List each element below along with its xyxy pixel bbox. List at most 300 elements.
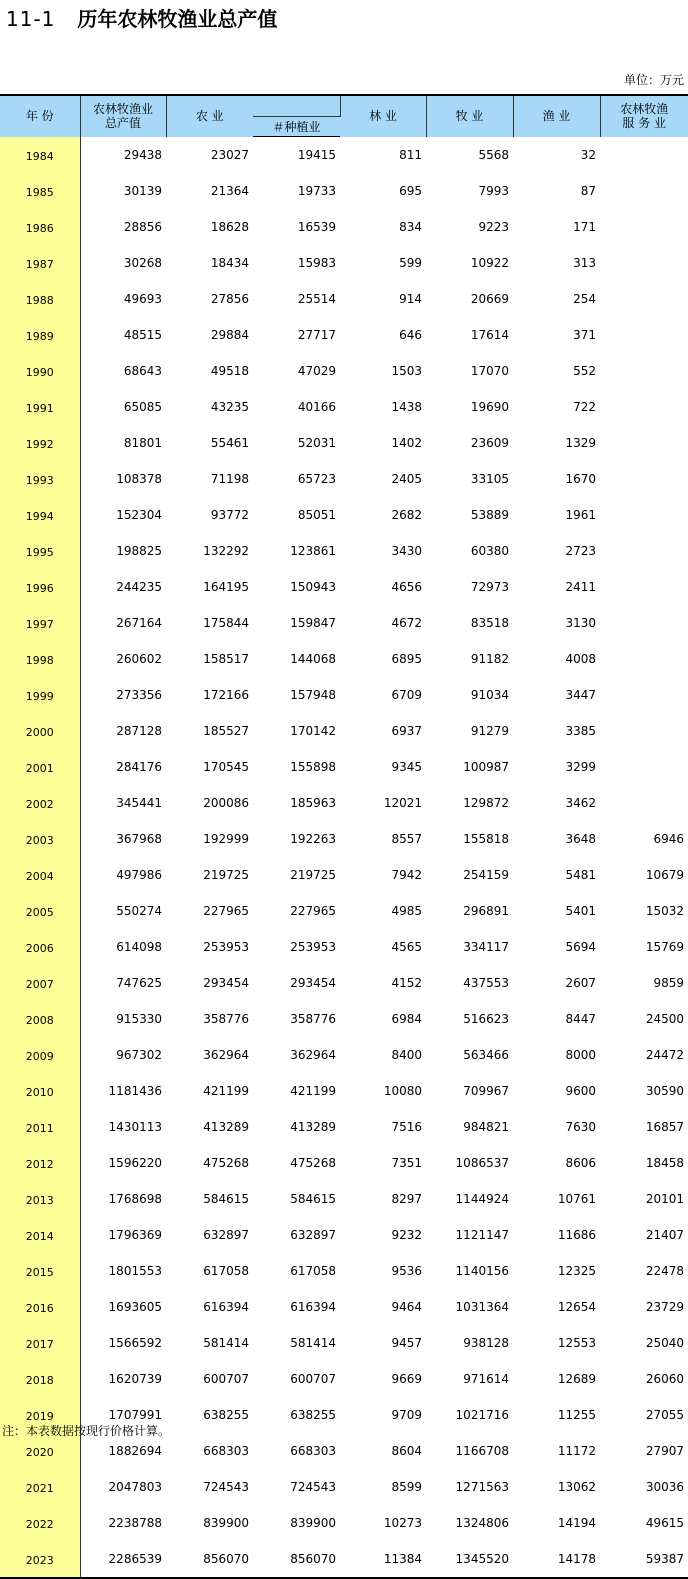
cell-year: 2020: [0, 1433, 80, 1469]
cell-fishery: 3130: [565, 615, 596, 630]
cell-total: 915330: [116, 1011, 162, 1026]
cell-year: 2004: [0, 857, 80, 893]
table-row: [0, 569, 688, 605]
cell-service: [600, 713, 688, 749]
cell-service: [600, 569, 688, 605]
cell-total: 614098: [116, 939, 162, 954]
cell-year: 1991: [0, 389, 80, 425]
cell-planting: 170142: [290, 723, 336, 738]
table-row: [0, 317, 688, 353]
cell-total: 28856: [123, 219, 162, 234]
table-row: [0, 1073, 688, 1109]
cell-husbandry: 53889: [470, 507, 509, 522]
output-value-table: [0, 94, 688, 1579]
cell-agriculture: 55461: [210, 435, 249, 450]
cell-fishery: 13062: [557, 1479, 596, 1494]
table-row: [0, 1505, 688, 1541]
cell-year: 1988: [0, 281, 80, 317]
cell-service: 30036: [645, 1479, 684, 1494]
cell-total: 747625: [116, 975, 162, 990]
cell-husbandry: 5568: [478, 147, 509, 162]
cell-year: 1993: [0, 461, 80, 497]
cell-service: 21407: [645, 1227, 684, 1242]
cell-forestry: 10273: [383, 1515, 422, 1530]
header-fishery: 渔 业: [513, 95, 600, 137]
cell-forestry: 12021: [383, 795, 422, 810]
cell-total: 30139: [123, 183, 162, 198]
cell-husbandry: 334117: [463, 939, 509, 954]
cell-service: 6946: [653, 831, 684, 846]
cell-year: 1987: [0, 245, 80, 281]
cell-fishery: 8606: [565, 1155, 596, 1170]
cell-planting: 16539: [297, 219, 336, 234]
table-row: [0, 641, 688, 677]
cell-husbandry: 60380: [470, 543, 509, 558]
cell-planting: 600707: [290, 1371, 336, 1386]
cell-service: [600, 173, 688, 209]
cell-agriculture: 358776: [203, 1011, 249, 1026]
table-row: [0, 929, 688, 965]
cell-service: 25040: [645, 1335, 684, 1350]
cell-service: [600, 677, 688, 713]
cell-husbandry: 91034: [470, 687, 509, 702]
cell-agriculture: 616394: [203, 1299, 249, 1314]
cell-agriculture: 132292: [203, 543, 249, 558]
cell-forestry: 9457: [391, 1335, 422, 1350]
table-row: [0, 893, 688, 929]
table-row: [0, 281, 688, 317]
cell-fishery: 3299: [565, 759, 596, 774]
cell-fishery: 722: [573, 399, 596, 414]
cell-agriculture: 421199: [203, 1083, 249, 1098]
cell-service: 18458: [645, 1155, 684, 1170]
cell-agriculture: 18434: [210, 255, 249, 270]
cell-forestry: 9536: [391, 1263, 422, 1278]
cell-agriculture: 23027: [210, 147, 249, 162]
cell-forestry: 4656: [391, 579, 422, 594]
table-row: [0, 1541, 688, 1578]
cell-fishery: 1329: [565, 435, 596, 450]
cell-total: 1707991: [108, 1407, 162, 1422]
cell-year: 1998: [0, 641, 80, 677]
cell-agriculture: 638255: [203, 1407, 249, 1422]
cell-service: [600, 497, 688, 533]
cell-forestry: 1402: [391, 435, 422, 450]
cell-service: 59387: [600, 1541, 688, 1578]
cell-planting: 25514: [297, 291, 336, 306]
cell-planting: 413289: [290, 1119, 336, 1134]
cell-year: 2000: [0, 713, 80, 749]
cell-forestry: 6709: [391, 687, 422, 702]
cell-total: 287128: [116, 723, 162, 738]
cell-husbandry: 83518: [470, 615, 509, 630]
cell-planting: 155898: [290, 759, 336, 774]
table-row: [0, 857, 688, 893]
cell-agriculture: 172166: [203, 687, 249, 702]
table-row: [0, 605, 688, 641]
cell-service: [600, 353, 688, 389]
cell-total: 68643: [123, 363, 162, 378]
cell-planting: 159847: [290, 615, 336, 630]
cell-service: 49615: [645, 1515, 684, 1530]
cell-year: 2007: [0, 965, 80, 1001]
cell-husbandry: 100987: [463, 759, 509, 774]
cell-agriculture: 164195: [203, 579, 249, 594]
cell-year: 1990: [0, 353, 80, 389]
cell-agriculture: 581414: [203, 1335, 249, 1350]
table-row: [0, 677, 688, 713]
cell-husbandry: 938128: [463, 1335, 509, 1350]
cell-total: 1430113: [108, 1119, 162, 1134]
cell-service: 24472: [645, 1047, 684, 1062]
cell-forestry: 9464: [391, 1299, 422, 1314]
cell-service: [600, 425, 688, 461]
cell-total: 49693: [123, 291, 162, 306]
cell-service: 30590: [645, 1083, 684, 1098]
cell-year: 2019: [0, 1397, 80, 1433]
cell-total: 2286539: [80, 1541, 166, 1578]
cell-year: 1997: [0, 605, 80, 641]
header-planting-spacer: [253, 95, 340, 117]
cell-year: 2003: [0, 821, 80, 857]
table-row: [0, 1325, 688, 1361]
cell-fishery: 5401: [565, 903, 596, 918]
cell-year: 2015: [0, 1253, 80, 1289]
cell-fishery: 2607: [565, 975, 596, 990]
cell-total: 1620739: [108, 1371, 162, 1386]
cell-service: 27907: [645, 1443, 684, 1458]
cell-service: [600, 605, 688, 641]
cell-husbandry: 1086537: [455, 1155, 509, 1170]
cell-fishery: 2723: [565, 543, 596, 558]
cell-husbandry: 1166708: [455, 1443, 509, 1458]
table-row: [0, 497, 688, 533]
cell-total: 497986: [116, 867, 162, 882]
cell-agriculture: 49518: [210, 363, 249, 378]
cell-husbandry: 1140156: [455, 1263, 509, 1278]
cell-total: 65085: [123, 399, 162, 414]
cell-husbandry: 91182: [470, 651, 509, 666]
cell-total: 1181436: [108, 1083, 162, 1098]
cell-husbandry: 23609: [470, 435, 509, 450]
cell-planting: 150943: [290, 579, 336, 594]
cell-forestry: 11384: [340, 1541, 426, 1578]
cell-fishery: 2411: [565, 579, 596, 594]
cell-service: 20101: [645, 1191, 684, 1206]
cell-total: 367968: [116, 831, 162, 846]
cell-planting: 617058: [290, 1263, 336, 1278]
header-service: 农林牧渔 服 务 业: [600, 95, 688, 137]
cell-total: 1693605: [108, 1299, 162, 1314]
cell-husbandry: 971614: [463, 1371, 509, 1386]
cell-service: [600, 209, 688, 245]
cell-fishery: 12553: [557, 1335, 596, 1350]
cell-planting: 584615: [290, 1191, 336, 1206]
cell-fishery: 8447: [565, 1011, 596, 1026]
cell-fishery: 3462: [565, 795, 596, 810]
cell-total: 244235: [116, 579, 162, 594]
cell-agriculture: 71198: [210, 471, 249, 486]
cell-total: 30268: [123, 255, 162, 270]
table-row: [0, 461, 688, 497]
cell-agriculture: 475268: [203, 1155, 249, 1170]
cell-service: [600, 137, 688, 173]
cell-husbandry: 7993: [478, 183, 509, 198]
table-row: [0, 1145, 688, 1181]
cell-year: 1989: [0, 317, 80, 353]
table-row: [0, 1469, 688, 1505]
cell-total: 267164: [116, 615, 162, 630]
cell-forestry: 8599: [391, 1479, 422, 1494]
cell-planting: 19415: [297, 147, 336, 162]
cell-agriculture: 192999: [203, 831, 249, 846]
cell-forestry: 7351: [391, 1155, 422, 1170]
cell-planting: 157948: [290, 687, 336, 702]
cell-planting: 47029: [297, 363, 336, 378]
table-row: [0, 965, 688, 1001]
cell-planting: 668303: [290, 1443, 336, 1458]
cell-agriculture: 413289: [203, 1119, 249, 1134]
cell-fishery: 12689: [557, 1371, 596, 1386]
cell-total: 1801553: [108, 1263, 162, 1278]
cell-service: 16857: [645, 1119, 684, 1134]
cell-planting: 253953: [290, 939, 336, 954]
cell-service: [600, 245, 688, 281]
cell-year: 2014: [0, 1217, 80, 1253]
cell-total: 152304: [116, 507, 162, 522]
table-row: [0, 389, 688, 425]
cell-forestry: 6984: [391, 1011, 422, 1026]
page-title: [6, 4, 277, 34]
cell-husbandry: 91279: [470, 723, 509, 738]
cell-forestry: 9232: [391, 1227, 422, 1242]
table-row: [0, 1361, 688, 1397]
cell-year: 2013: [0, 1181, 80, 1217]
cell-agriculture: 200086: [203, 795, 249, 810]
cell-planting: 724543: [290, 1479, 336, 1494]
cell-year: 1992: [0, 425, 80, 461]
cell-husbandry: 33105: [470, 471, 509, 486]
cell-fishery: 5481: [565, 867, 596, 882]
cell-forestry: 10080: [383, 1083, 422, 1098]
cell-agriculture: 668303: [203, 1443, 249, 1458]
cell-year: 2021: [0, 1469, 80, 1505]
cell-planting: 362964: [290, 1047, 336, 1062]
cell-planting: 293454: [290, 975, 336, 990]
table-row: [0, 1289, 688, 1325]
cell-total: 2047803: [108, 1479, 162, 1494]
cell-agriculture: 43235: [210, 399, 249, 414]
cell-forestry: 7516: [391, 1119, 422, 1134]
cell-fishery: 1961: [565, 507, 596, 522]
cell-fishery: 14194: [557, 1515, 596, 1530]
cell-husbandry: 9223: [478, 219, 509, 234]
cell-agriculture: 253953: [203, 939, 249, 954]
cell-year: 2005: [0, 893, 80, 929]
cell-forestry: 9345: [391, 759, 422, 774]
cell-forestry: 914: [399, 291, 422, 306]
header-total: 农林牧渔业 总产值: [80, 95, 166, 137]
cell-year: 2012: [0, 1145, 80, 1181]
cell-year: 2010: [0, 1073, 80, 1109]
cell-total: 1596220: [108, 1155, 162, 1170]
cell-service: [600, 389, 688, 425]
cell-forestry: 695: [399, 183, 422, 198]
cell-planting: 65723: [297, 471, 336, 486]
cell-year: 1999: [0, 677, 80, 713]
cell-year: 2008: [0, 1001, 80, 1037]
footnote: 注：本表数据按现行价格计算。: [2, 1424, 171, 1438]
cell-service: 23729: [645, 1299, 684, 1314]
header-year: 年 份: [0, 95, 80, 137]
cell-husbandry: 296891: [463, 903, 509, 918]
cell-total: 1796369: [108, 1227, 162, 1242]
cell-forestry: 4565: [391, 939, 422, 954]
cell-service: 27055: [645, 1407, 684, 1422]
cell-husbandry: 984821: [463, 1119, 509, 1134]
cell-service: [600, 749, 688, 785]
cell-agriculture: 227965: [203, 903, 249, 918]
table-row: [0, 1001, 688, 1037]
cell-husbandry: 17070: [470, 363, 509, 378]
cell-service: 9859: [653, 975, 684, 990]
cell-husbandry: 516623: [463, 1011, 509, 1026]
cell-service: 26060: [645, 1371, 684, 1386]
cell-year: 2006: [0, 929, 80, 965]
cell-agriculture: 158517: [203, 651, 249, 666]
cell-agriculture: 362964: [203, 1047, 249, 1062]
cell-year: 2011: [0, 1109, 80, 1145]
cell-total: 48515: [123, 327, 162, 342]
cell-forestry: 3430: [391, 543, 422, 558]
cell-forestry: 646: [399, 327, 422, 342]
cell-total: 284176: [116, 759, 162, 774]
cell-husbandry: 437553: [463, 975, 509, 990]
cell-planting: 219725: [290, 867, 336, 882]
cell-planting: 358776: [290, 1011, 336, 1026]
cell-planting: 475268: [290, 1155, 336, 1170]
cell-agriculture: 27856: [210, 291, 249, 306]
header-agriculture: 农 业: [166, 95, 253, 137]
cell-service: [600, 533, 688, 569]
cell-planting: 227965: [290, 903, 336, 918]
cell-forestry: 6937: [391, 723, 422, 738]
cell-total: 198825: [116, 543, 162, 558]
cell-fishery: 171: [573, 219, 596, 234]
cell-agriculture: 293454: [203, 975, 249, 990]
cell-total: 108378: [116, 471, 162, 486]
cell-total: 1768698: [108, 1191, 162, 1206]
cell-fishery: 1670: [565, 471, 596, 486]
cell-fishery: 254: [573, 291, 596, 306]
cell-agriculture: 21364: [210, 183, 249, 198]
cell-fishery: 313: [573, 255, 596, 270]
cell-agriculture: 632897: [203, 1227, 249, 1242]
cell-husbandry: 10922: [470, 255, 509, 270]
cell-forestry: 4985: [391, 903, 422, 918]
cell-service: 15032: [645, 903, 684, 918]
cell-service: [600, 461, 688, 497]
cell-year: 2017: [0, 1325, 80, 1361]
cell-service: [600, 785, 688, 821]
cell-year: 2023: [0, 1541, 80, 1578]
cell-planting: 839900: [290, 1515, 336, 1530]
cell-fishery: 8000: [565, 1047, 596, 1062]
cell-husbandry: 254159: [463, 867, 509, 882]
cell-service: 24500: [645, 1011, 684, 1026]
cell-planting: 185963: [290, 795, 336, 810]
cell-fishery: 11255: [557, 1407, 596, 1422]
cell-fishery: 87: [580, 183, 596, 198]
cell-agriculture: 175844: [203, 615, 249, 630]
cell-agriculture: 29884: [210, 327, 249, 342]
cell-husbandry: 155818: [463, 831, 509, 846]
cell-service: [600, 317, 688, 353]
cell-year: 1994: [0, 497, 80, 533]
cell-agriculture: 839900: [203, 1515, 249, 1530]
table-row: [0, 353, 688, 389]
cell-husbandry: 1144924: [455, 1191, 509, 1206]
cell-forestry: 4672: [391, 615, 422, 630]
table-row: [0, 209, 688, 245]
table-row: [0, 173, 688, 209]
cell-fishery: 3385: [565, 723, 596, 738]
cell-planting: 52031: [297, 435, 336, 450]
table-row: [0, 245, 688, 281]
cell-total: 2238788: [108, 1515, 162, 1530]
cell-fishery: 11686: [557, 1227, 596, 1242]
cell-fishery: 3648: [565, 831, 596, 846]
cell-husbandry: 72973: [470, 579, 509, 594]
cell-total: 81801: [123, 435, 162, 450]
cell-planting: 144068: [290, 651, 336, 666]
cell-total: 1882694: [108, 1443, 162, 1458]
cell-year: 1986: [0, 209, 80, 245]
cell-total: 260602: [116, 651, 162, 666]
cell-year: 2016: [0, 1289, 80, 1325]
table-row: [0, 1253, 688, 1289]
cell-forestry: 8604: [391, 1443, 422, 1458]
cell-year: 2009: [0, 1037, 80, 1073]
cell-total: 29438: [123, 147, 162, 162]
cell-forestry: 834: [399, 219, 422, 234]
cell-fishery: 552: [573, 363, 596, 378]
table-row: [0, 1181, 688, 1217]
cell-planting: 123861: [290, 543, 336, 558]
cell-fishery: 10761: [557, 1191, 596, 1206]
cell-total: 967302: [116, 1047, 162, 1062]
cell-year: 2018: [0, 1361, 80, 1397]
cell-agriculture: 724543: [203, 1479, 249, 1494]
cell-total: 1566592: [108, 1335, 162, 1350]
cell-fishery: 371: [573, 327, 596, 342]
cell-service: [600, 641, 688, 677]
header-forestry: 林 业: [340, 95, 426, 137]
cell-service: [600, 281, 688, 317]
cell-agriculture: 600707: [203, 1371, 249, 1386]
cell-total: 345441: [116, 795, 162, 810]
cell-planting: 581414: [290, 1335, 336, 1350]
table-row: [0, 749, 688, 785]
cell-fishery: 32: [580, 147, 596, 162]
cell-husbandry: 1031364: [455, 1299, 509, 1314]
cell-fishery: 5694: [565, 939, 596, 954]
cell-planting: 421199: [290, 1083, 336, 1098]
cell-service: 22478: [645, 1263, 684, 1278]
table-row: [0, 1217, 688, 1253]
table-row: [0, 821, 688, 857]
cell-forestry: 1503: [391, 363, 422, 378]
